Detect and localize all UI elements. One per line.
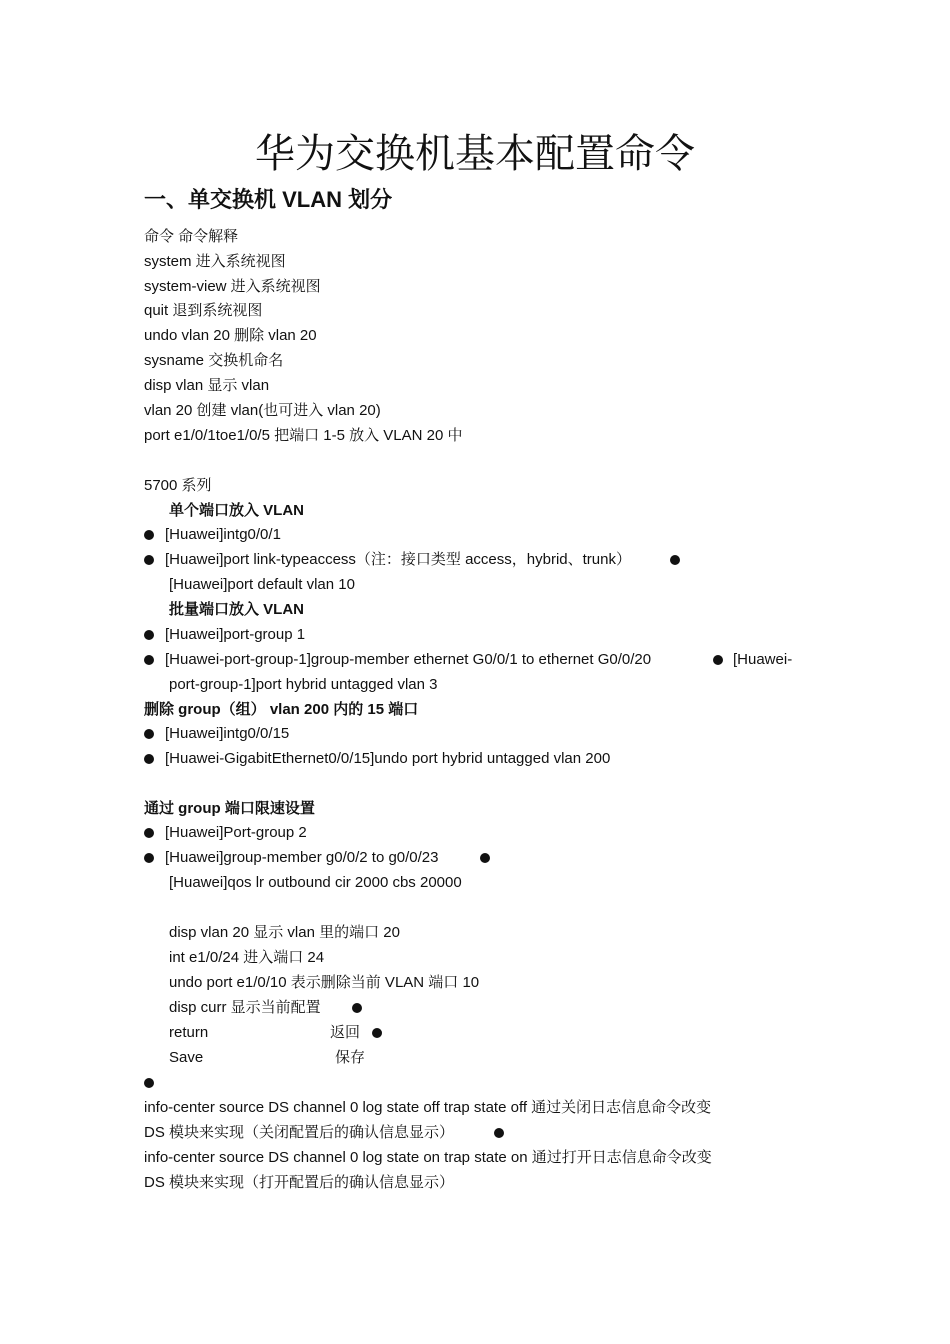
subheading-batch: 批量端口放入 VLAN: [169, 601, 305, 618]
return-command: return: [169, 1024, 209, 1041]
bullet-icon: [144, 853, 154, 863]
bullet-item: [Huawei]qos lr outbound cir 2000 cbs 20000: [169, 874, 462, 891]
command-line: int e1/0/24 进入端口 24: [169, 949, 325, 966]
bullet-item: [Huawei]group-member g0/0/2 to g0/0/23: [165, 849, 439, 866]
return-description: 返回: [330, 1024, 361, 1041]
command-line: sysname 交换机命名: [144, 352, 284, 369]
command-line: vlan 20 创建 vlan(也可进入 vlan 20): [144, 402, 381, 419]
subheading-rate-limit: 通过 group 端口限速设置: [144, 800, 315, 817]
bullet-item: [Huawei]intg0/0/1: [165, 526, 281, 543]
save-description: 保存: [335, 1049, 366, 1066]
bullet-icon: [480, 853, 490, 863]
bullet-icon: [670, 555, 680, 565]
command-line: disp vlan 显示 vlan: [144, 377, 270, 394]
info-center-on-note: DS 模块来实现（打开配置后的确认信息显示）: [144, 1174, 455, 1191]
bullet-item: [Huawei]port link-typeaccess（注：接口类型 access，hybrid、trunk）: [165, 551, 631, 568]
bullet-item: [Huawei-GigabitEthernet0/0/15]undo port hybrid untagged vlan 200: [165, 750, 611, 767]
command-line: disp vlan 20 显示 vlan 里的端口 20: [169, 924, 400, 941]
command-line: undo port e1/0/10 表示删除当前 VLAN 端口 10: [169, 974, 480, 991]
save-command: Save: [169, 1049, 204, 1066]
bullet-icon: [144, 729, 154, 739]
bullet-item: [Huawei]port-group 1: [165, 626, 306, 643]
bullet-icon: [352, 1003, 362, 1013]
section-heading: 一、单交换机 VLAN 划分: [144, 187, 393, 212]
command-line: system-view 进入系统视图: [144, 278, 321, 295]
info-center-off-note: DS 模块来实现（关闭配置后的确认信息显示）: [144, 1124, 455, 1141]
bullet-icon: [144, 630, 154, 640]
bullet-item: [Huawei-: [733, 651, 793, 668]
bullet-item: [Huawei]intg0/0/15: [165, 725, 290, 742]
info-center-on-line: info-center source DS channel 0 log state on trap state on 通过打开日志信息命令改变: [144, 1149, 712, 1166]
bullet-icon: [144, 655, 154, 665]
bullet-item: [Huawei-port-group-1]group-member ethernet G0/0/1 to ethernet G0/0/20: [165, 651, 652, 668]
command-line: quit 退到系统视图: [144, 302, 263, 319]
bullet-item: [Huawei]Port-group 2: [165, 824, 307, 841]
bullet-icon: [144, 828, 154, 838]
command-table-header: 命令 命令解释: [144, 228, 239, 245]
info-center-off-line: info-center source DS channel 0 log state off trap state off 通过关闭日志信息命令改变: [144, 1099, 712, 1116]
series-label: 5700 系列: [144, 477, 212, 494]
bullet-icon: [144, 754, 154, 764]
command-line: undo vlan 20 删除 vlan 20: [144, 327, 317, 344]
bullet-icon: [144, 530, 154, 540]
bullet-icon: [713, 655, 723, 665]
bullet-icon: [144, 1078, 154, 1088]
subheading-single-port: 单个端口放入 VLAN: [169, 502, 305, 519]
bullet-icon: [494, 1128, 504, 1138]
document-title: 华为交换机基本配置命令: [255, 131, 695, 177]
command-line: disp curr 显示当前配置: [169, 999, 321, 1016]
bullet-icon: [372, 1028, 382, 1038]
bullet-item: [Huawei]port default vlan 10: [169, 576, 355, 593]
command-line: system 进入系统视图: [144, 253, 286, 270]
bullet-icon: [144, 555, 154, 565]
bullet-item-continued: port-group-1]port hybrid untagged vlan 3: [169, 676, 438, 693]
command-line: port e1/0/1toe1/0/5 把端口 1-5 放入 VLAN 20 中: [144, 427, 463, 444]
subheading-delete: 删除 group（组） vlan 200 内的 15 端口: [144, 701, 419, 718]
